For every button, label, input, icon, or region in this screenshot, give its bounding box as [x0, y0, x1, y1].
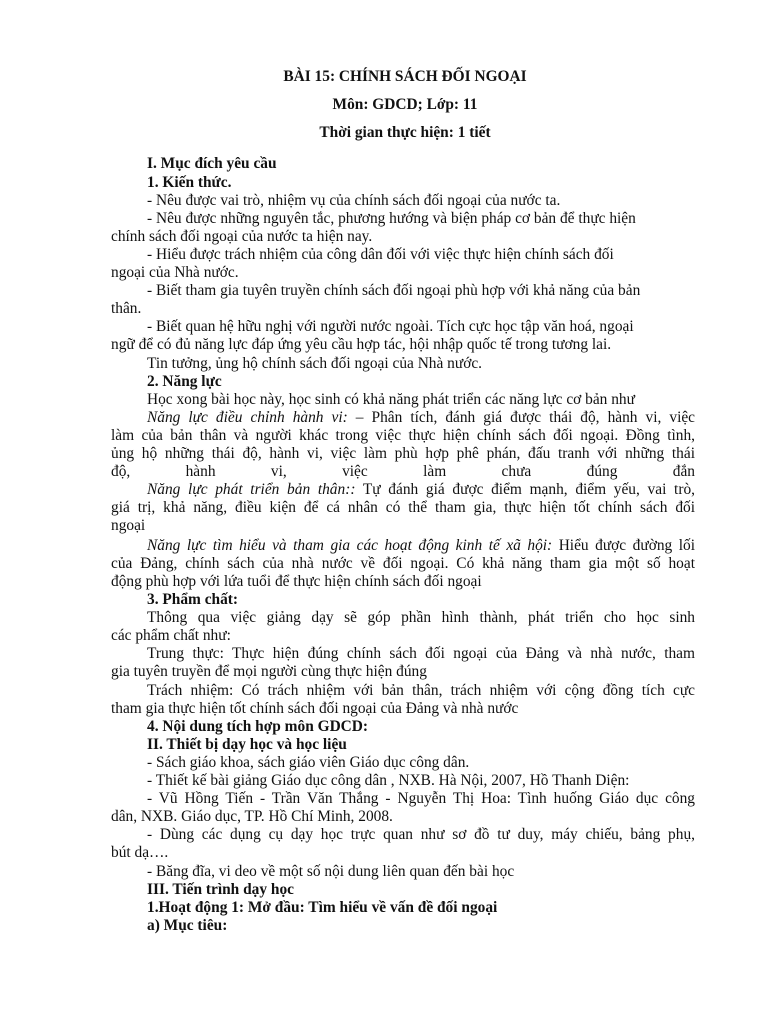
lesson-title: BÀI 15: CHÍNH SÁCH ĐỐI NGOẠI — [283, 68, 527, 85]
text-line: chính sách đối ngoại của nước ta hiện nay. — [111, 228, 373, 245]
section-heading: 1. Kiến thức. — [147, 174, 232, 191]
text-line: giá trị, khả năng, điều kiện để cá nhân có thể tham gia, thực hiện tốt chính sách đối — [111, 499, 695, 516]
italic-term: Năng lực điều chỉnh hành vi: — [147, 409, 348, 426]
text-line: - Biết tham gia tuyên truyền chính sách đối ngoại phù hợp với khả năng của bản — [147, 282, 641, 299]
text-line: - Biết quan hệ hữu nghị với người nước ngoài. Tích cực học tập văn hoá, ngoại — [147, 318, 634, 335]
text-line: - Nêu được vai trò, nhiệm vụ của chính sách đối ngoại của nước ta. — [147, 192, 561, 209]
text-line: - Hiểu được trách nhiệm của công dân đối với việc thực hiện chính sách đối — [147, 246, 614, 263]
text-line: tham gia thực hiện tốt chính sách đối ngoại của Đảng và nhà nước — [111, 700, 519, 717]
text-line: - Nêu được những nguyên tắc, phương hướng và biện pháp cơ bản để thực hiện — [147, 210, 636, 227]
section-heading: 3. Phẩm chất: — [147, 591, 239, 608]
section-heading: a) Mục tiêu: — [147, 917, 228, 934]
text-line: của Đảng, chính sách của nhà nước về đối ngoại. Có khả năng tham gia một số hoạt — [111, 555, 695, 572]
section-heading: 2. Năng lực — [147, 373, 222, 390]
text-line: độ, hành vi, việc làm chưa đúng đắn — [111, 463, 695, 480]
text-line: - Vũ Hồng Tiến - Trần Văn Thắng - Nguyễn Thị Hoa: Tình huống Giáo dục công — [147, 790, 695, 807]
text-line: - Băng đĩa, vi deo về một số nội dung liên quan đến bài học — [147, 863, 515, 880]
section-heading: I. Mục đích yêu cầu — [147, 155, 277, 172]
text-line: các phẩm chất như: — [111, 627, 231, 644]
subject-grade: Môn: GDCD; Lớp: 11 — [332, 96, 478, 113]
text-line: ngữ để có đủ năng lực đáp ứng yêu cầu hợp tác, hội nhập quốc tế trong tương lai. — [111, 336, 612, 353]
text-line: Trung thực: Thực hiện đúng chính sách đối ngoại của Đảng và nhà nước, tham — [147, 645, 695, 662]
text-line: động phù hợp với lứa tuổi để thực hiện chính sách đối ngoại — [111, 573, 482, 590]
duration: Thời gian thực hiện: 1 tiết — [319, 124, 491, 141]
text-line: ủng hộ những thái độ, hành vi, việc làm phù hợp phê phán, đấu tranh với những thái — [111, 445, 695, 462]
text-line: Tin tưởng, ủng hộ chính sách đối ngoại của Nhà nước. — [147, 355, 483, 372]
text-line — [147, 481, 695, 499]
text-line: - Sách giáo khoa, sách giáo viên Giáo dục công dân. — [147, 754, 470, 771]
text-line — [147, 409, 695, 427]
text-line — [147, 537, 695, 555]
text-line: bút dạ…. — [111, 844, 169, 861]
text-line: ngoại của Nhà nước. — [111, 264, 239, 281]
text-line: gia tuyên truyền để mọi người cùng thực hiện đúng — [111, 663, 427, 680]
text-line: Trách nhiệm: Có trách nhiệm với bản thân, trách nhiệm với cộng đồng tích cực — [147, 682, 695, 699]
line-text: Tự đánh giá được điểm mạnh, điểm yếu, vai trò, — [355, 481, 695, 498]
line-text: – Phân tích, đánh giá được thái độ, hành vi, việc — [347, 409, 696, 426]
text-line: ngoại — [111, 517, 146, 534]
italic-term: Năng lực phát triển bản thân:: — [147, 481, 356, 498]
text-line: Học xong bài học này, học sinh có khả năng phát triển các năng lực cơ bản như — [147, 391, 635, 408]
text-line: - Dùng các dụng cụ dạy học trực quan như sơ đồ tư duy, máy chiếu, bảng phụ, — [147, 826, 695, 843]
section-heading: II. Thiết bị dạy học và học liệu — [147, 736, 347, 753]
text-line: - Thiết kế bài giảng Giáo dục công dân , NXB. Hà Nội, 2007, Hồ Thanh Diện: — [147, 772, 630, 789]
text-line: Thông qua việc giảng dạy sẽ góp phần hình thành, phát triển cho học sinh — [147, 609, 695, 626]
section-heading: 4. Nội dung tích hợp môn GDCD: — [147, 718, 369, 735]
text-line: thân. — [111, 300, 142, 317]
section-heading: 1.Hoạt động 1: Mở đầu: Tìm hiểu về vấn đề đối ngoại — [147, 899, 498, 916]
text-line: làm của bản thân và người khác trong việc thực hiện chính sách đối ngoại. Đồng tình, — [111, 427, 695, 444]
text-line: dân, NXB. Giáo dục, TP. Hồ Chí Minh, 2008. — [111, 808, 393, 825]
line-text: Hiểu được đường lối — [552, 537, 695, 554]
italic-term: Năng lực tìm hiểu và tham gia các hoạt động kinh tế xã hội: — [147, 537, 553, 554]
section-heading: III. Tiến trình dạy học — [147, 881, 294, 898]
